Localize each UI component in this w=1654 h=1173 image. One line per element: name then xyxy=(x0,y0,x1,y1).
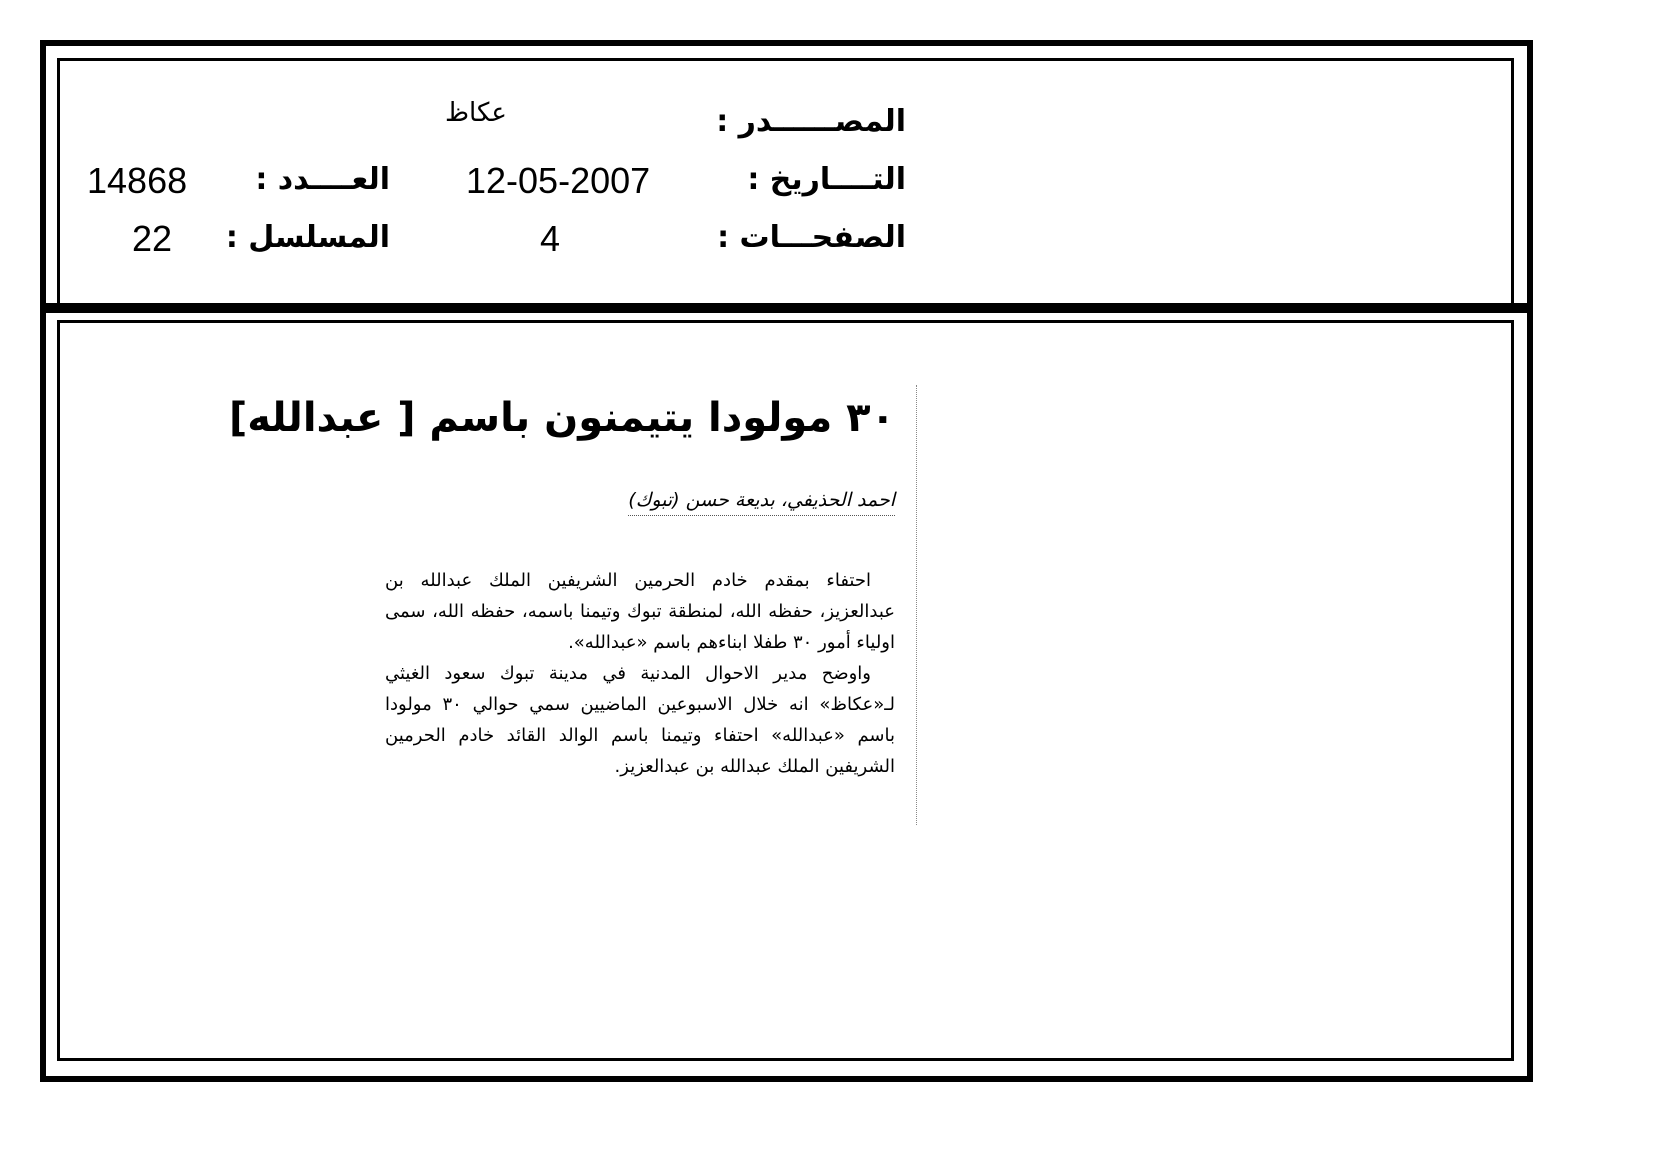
source-label: المصــــــدر : xyxy=(716,104,906,139)
clipping-edge xyxy=(916,385,917,825)
pages-value: 4 xyxy=(540,218,561,259)
article-paragraph: احتفاء بمقدم خادم الحرمين الشريفين الملك عبدالله بن عبدالعزيز، حفظه الله، لمنطقة تبوك وتيمنا باسمه، حفظه الله، سمى اولياء أمور ٣٠ طفلا ابناءهم باسم «عبدالله». xyxy=(385,570,895,653)
serial-value: 22 xyxy=(132,218,173,259)
issue-label: العــــدد : xyxy=(255,162,390,197)
article-headline: ٣٠ مولودا يتيمنون باسم [ عبدالله] xyxy=(228,395,895,441)
article-body xyxy=(385,565,895,782)
pages-label: الصفحـــات : xyxy=(717,220,906,255)
issue-value: 14868 xyxy=(87,160,188,201)
date-label: التــــاريخ : xyxy=(747,162,906,197)
article-paragraph: واوضح مدير الاحوال المدنية في مدينة تبوك سعود الغيثي لـ«عكاظ» انه خلال الاسبوعين الماضيين سمي حوالي ٣٠ مولودا باسم «عبدالله» احتفاء وتيمنا باسم الوالد القائد خادم الحرمين الشريفين الملك عبدالله بن عبدالعزيز. xyxy=(385,663,895,777)
source-value: عكاظ xyxy=(445,98,507,128)
article-clipping xyxy=(228,385,915,825)
article-byline: احمد الحذيفي، بديعة حسن (تبوك) xyxy=(628,489,895,516)
date-value: 12-05-2007 xyxy=(466,160,651,201)
serial-label: المسلسل : xyxy=(225,220,390,255)
header-divider xyxy=(40,303,1527,313)
